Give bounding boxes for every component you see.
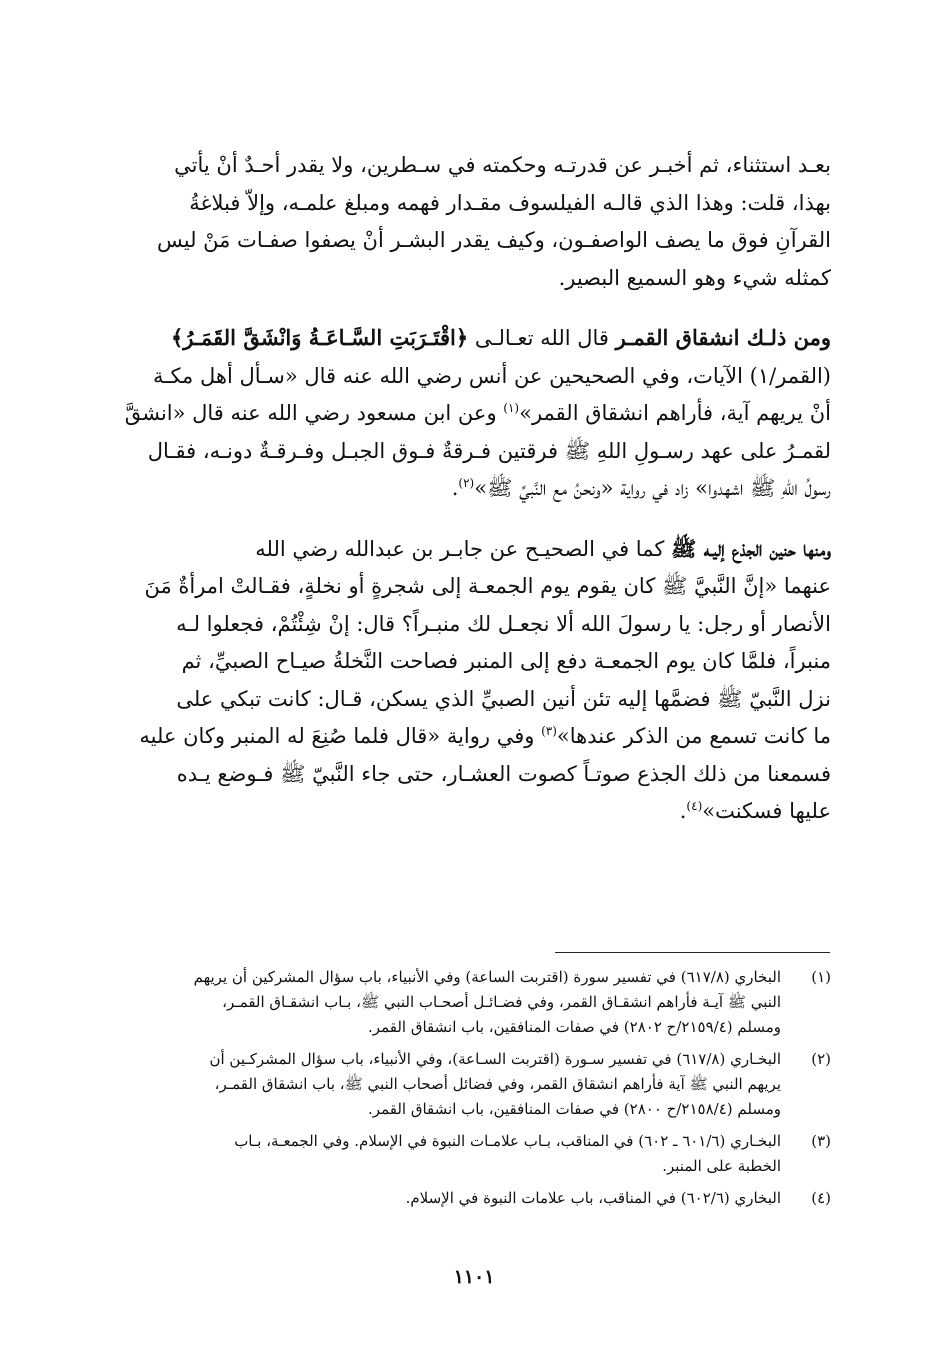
footnote-text bbox=[115, 1129, 781, 1179]
section-heading-moon-splitting: ومن ذلـك انشقاق القمـر bbox=[615, 325, 831, 350]
text-run: . bbox=[679, 799, 687, 823]
text-line: نزل النَّبيّ ﷺ فضمَّها إليه تئن أنين الصبيِّ الذي يسكن، قـال: كانت تبكي على bbox=[176, 686, 831, 711]
quran-verse: ﴿اقْتَـرَبَتِ السَّـاعَـةُ وَانْشَقَّ القَمَـرُ﴾ bbox=[170, 325, 469, 350]
footnote-number: (٤) bbox=[811, 1189, 831, 1207]
text-line: الأنصار أو رجل: يا رسولَ الله ألا نجعـل لك منبـراً؟ قال: إنْ شِئْتُمْ، فجعلوا لـه bbox=[176, 611, 831, 636]
paragraph-trunk-longing bbox=[115, 530, 831, 831]
footnote-text bbox=[115, 1047, 781, 1122]
footnote-line: يريهم النبي ﷺ آية فأراهم انشقاق القمر، وفي فضائل أصحاب النبي ﷺ، باب انشقاق القمـر، bbox=[214, 1075, 781, 1093]
text-run: وفي رواية «قال فلما صُنِعَ له المنبر وكان عليه bbox=[139, 724, 542, 748]
footnote-line: البخـاري (٦٠١/٦ ـ ٦٠٢) في المناقب، بـاب علامـات النبوة في الإسلام. وفي الجمعـة، بـاب bbox=[234, 1132, 781, 1150]
paragraph-1 bbox=[115, 147, 831, 297]
footnote-ref-1[interactable]: (١) bbox=[503, 401, 520, 415]
paragraph-moon-splitting bbox=[115, 319, 831, 508]
main-text bbox=[115, 147, 831, 831]
footnote-text bbox=[115, 1186, 781, 1211]
text-line: منبراً، فلمَّا كان يوم الجمعـة دفع إلى المنبر فصاحت النَّخلةُ صيـاح الصبيِّ، ثم bbox=[181, 649, 831, 673]
page-number: ١١٠١ bbox=[453, 1266, 495, 1288]
footnotes bbox=[115, 965, 831, 1218]
footnote-line: البخاري (٦١٧/٨) في تفسير سورة (اقتربت الساعة) وفي الأنبياء، باب سؤال المشركين أن يريهم bbox=[193, 968, 781, 986]
footnote-line: ومسلم (٢١٥٨/٤/ح ٢٨٠٠) في صفات المنافقين، باب انشقاق القمر. bbox=[368, 1100, 781, 1118]
text-line: بعـد استثناء، ثم أخبـر عن قدرتـه وحكمته في سـطرين، ولا يقدر أحـدٌ أنْ يأتي bbox=[174, 153, 831, 177]
text-line bbox=[115, 470, 831, 508]
footnote-1 bbox=[115, 965, 831, 1040]
text-run: . bbox=[451, 476, 459, 500]
text-line: فسمعنا من ذلك الجذع صوتـاً كصوت العشـار، حتى جاء النَّبيّ ﷺ فـوضع يـده bbox=[176, 761, 831, 786]
footnote-number: (٢) bbox=[811, 1050, 831, 1068]
footnote-ref-3[interactable]: (٣) bbox=[541, 724, 557, 738]
footnote-line: النبي ﷺ آيـة فأراهم انشقـاق القمر، وفي فضـائـل أصحـاب النبي ﷺ، بـاب انشقـاق القمـر، bbox=[222, 993, 781, 1011]
text-run: أنْ يريهم آية، فأراهم انشقاق القمر» bbox=[519, 401, 831, 425]
text-line: (القمر/١) الآيات، وفي الصحيحين عن أنس رضي الله عنه قال «سـأل أهل مكـة bbox=[153, 363, 831, 388]
text-line: لقمـرُ على عهد رسـولِ اللهِ ﷺ فرقتين فـرقةٌ فـوق الجبـل وفـرقـةٌ دونـه، فقـال bbox=[147, 438, 831, 463]
text-line: بهذا، قلت: وهذا الذي قالـه الفيلسوف مقـدار فهمه ومبلغ علمـه، وإلاّ فبلاغةُ bbox=[189, 190, 831, 215]
footnote-number: (١) bbox=[811, 968, 831, 986]
text-line: كمثله شيء وهو السميع البصير. bbox=[558, 265, 831, 290]
footnote-line: البخاري (٦٠٢/٦) في المناقب، باب علامات النبوة في الإسلام. bbox=[405, 1189, 781, 1207]
text-line: عنهما «إنَّ النَّبيَّ ﷺ كان يقوم يوم الجمعـة إلى شجرةٍ أو نخلةٍ، فقـالتْ امرأةٌ مَنَ bbox=[144, 574, 831, 598]
text-run: وعن ابن مسعود رضي الله عنه قال «انشقَّ bbox=[124, 401, 504, 425]
text-run: ما كانت تسمع من الذكر عندها» bbox=[556, 724, 831, 748]
footnote-ref-4[interactable]: (٤) bbox=[686, 799, 703, 813]
text-line: القرآنِ فوق ما يصف الواصفـون، وكيف يقدر البشـر أنْ يصفوا صفـات مَنْ ليس bbox=[156, 228, 831, 252]
footnote-line: الخطبة على المنبر. bbox=[662, 1157, 781, 1175]
text-line bbox=[115, 395, 831, 433]
section-heading-trunk-longing: ومنها حنين الجذع إليـه ﷺ bbox=[671, 535, 831, 561]
text-run: رسولُ اللهِ ﷺ اشهدوا» زاد في رواية «ونحنُ مع النَّبيِّ ﷺ» bbox=[474, 476, 831, 500]
text-run: عليها فسكنت» bbox=[702, 799, 831, 823]
text-run: كما في الصحيـح عن جابـر بن عبدالله رضي الله bbox=[255, 536, 672, 561]
footnote-ref-2[interactable]: (٢) bbox=[458, 476, 475, 490]
text-line bbox=[115, 793, 831, 831]
footnote-number: (٣) bbox=[811, 1132, 831, 1150]
footnote-3 bbox=[115, 1129, 831, 1179]
footnote-line: البخـاري (٦١٧/٨) في تفسير سـورة (اقتربت السـاعة)، وفي الأنبياء، باب سؤال المشركـين أن bbox=[209, 1050, 781, 1068]
text-run: قال الله تعـالـى bbox=[468, 326, 616, 350]
text-line bbox=[115, 319, 831, 358]
footnote-2 bbox=[115, 1047, 831, 1122]
footnote-line: ومسلم (٢١٥٩/٤/ح ٢٨٠٢) في صفات المنافقين، باب انشقاق القمر. bbox=[368, 1018, 781, 1036]
footnote-4 bbox=[115, 1186, 831, 1211]
footnote-divider bbox=[555, 952, 830, 953]
footnote-text bbox=[115, 965, 781, 1040]
text-line bbox=[115, 718, 831, 756]
text-line bbox=[115, 530, 831, 569]
